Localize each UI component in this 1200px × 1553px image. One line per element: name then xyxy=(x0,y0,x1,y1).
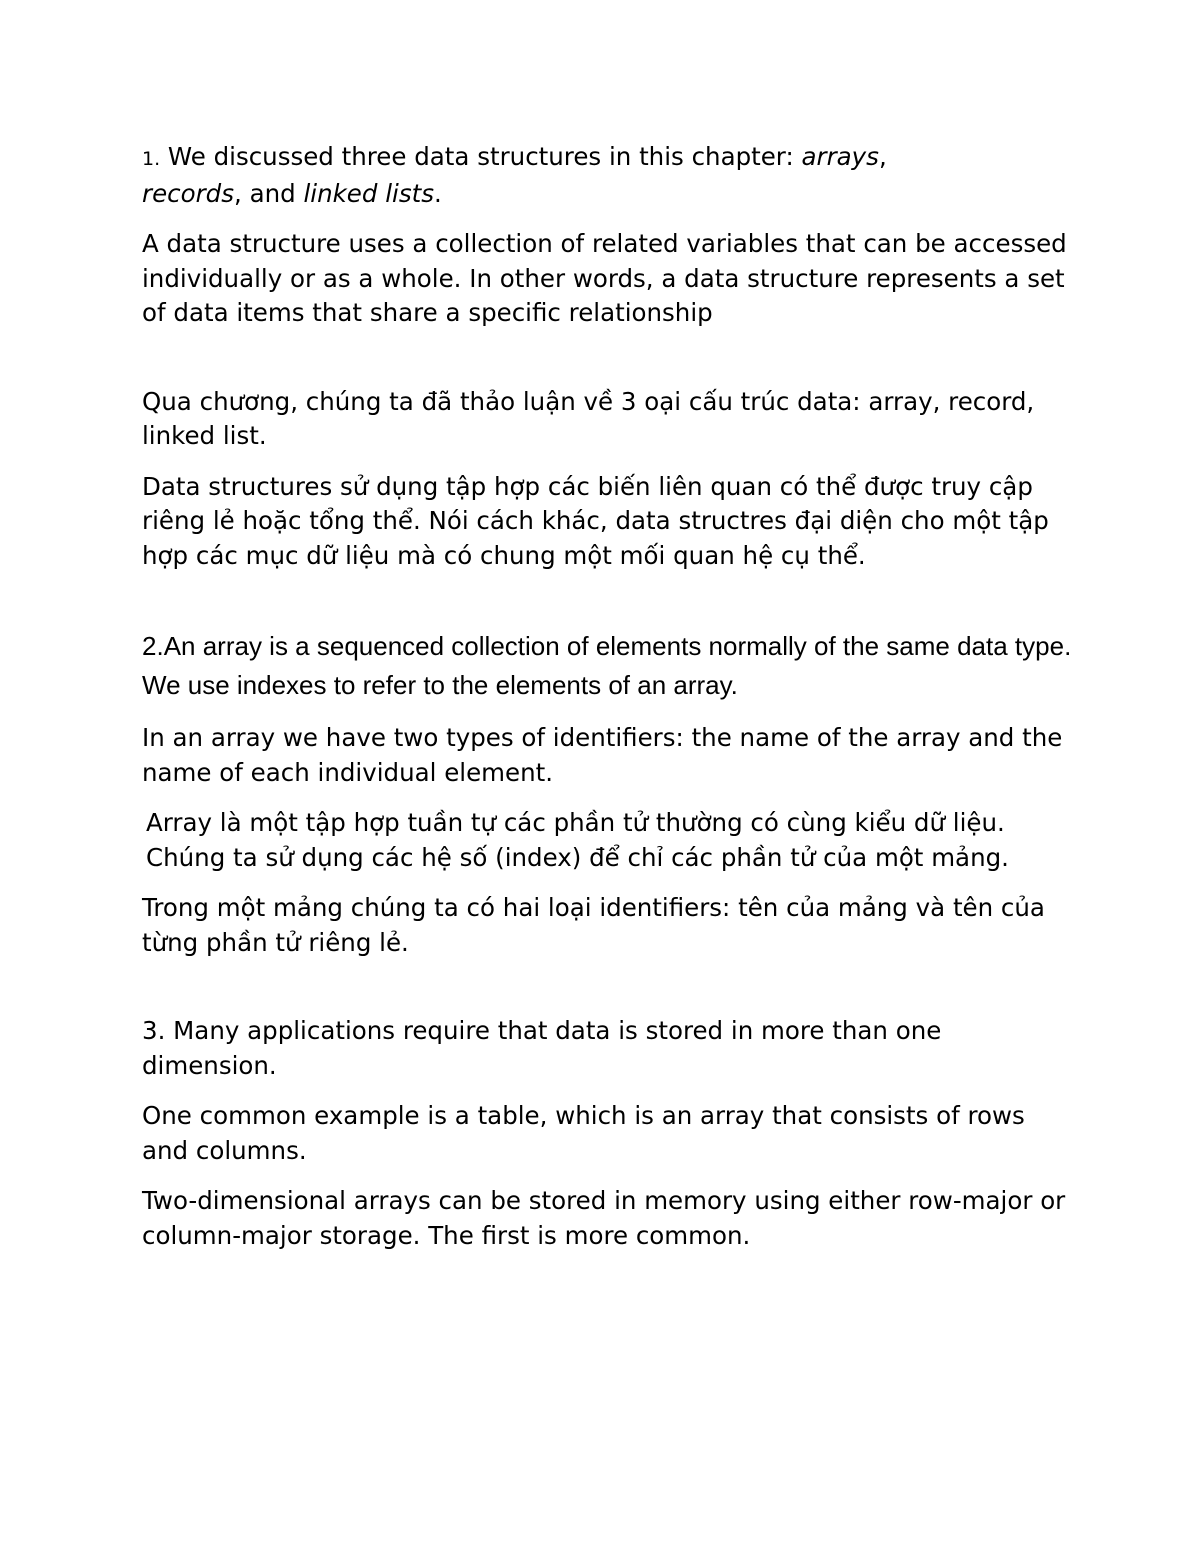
q3-intro: 3. Many applications require that data is stored in more than one dimension. xyxy=(142,1016,942,1080)
q1-term-records: records xyxy=(142,178,234,208)
q2-number: 2. xyxy=(142,631,164,661)
q3-storage: Two-dimensional arrays can be stored in memory using either row-major or column-major storage. The first is more common. xyxy=(142,1186,1066,1250)
q1-definition-vi: Data structures sử dụng tập hợp các biến liên quan có thể được truy cập riêng lẻ hoặc tổng thể. Nói cách khác, data structres đại diện cho một tập hợp các mục dữ liệu mà có chung một mối quan hệ cụ thể. xyxy=(142,471,1049,570)
q2-array-definition-en xyxy=(142,627,1072,705)
q1-term-linked-lists: linked lists xyxy=(303,178,434,208)
q3-table-example: One common example is a table, which is an array that consists of rows and columns. xyxy=(142,1101,1025,1165)
q1-period: . xyxy=(433,178,442,208)
q1-term-arrays: arrays xyxy=(801,142,879,171)
q1-intro-start: We discussed three data structures in this chapter: xyxy=(160,142,802,171)
q1-intro-vi: Qua chương, chúng ta đã thảo luận về 3 oại cấu trúc data: array, record, linked list. xyxy=(142,386,1035,450)
q1-comma: , xyxy=(878,142,887,171)
q1-number: 1. xyxy=(142,148,161,170)
q1-heading xyxy=(142,140,1072,211)
q2-identifiers-vi: Trong một mảng chúng ta có hai loại identifiers: tên của mảng và tên của từng phần tử riêng lẻ. xyxy=(142,893,1045,957)
q2-array-definition-vi: Array là một tập hợp tuần tự các phần tử thường có cùng kiểu dữ liệu. Chúng ta sử dụng các hệ số (index) để chỉ các phần tử của một mảng. xyxy=(146,808,1009,872)
q2-array-definition-text: An array is a sequenced collection of elements normally of the same data type. We use indexes to refer to the elements of an array. xyxy=(142,631,1072,700)
q1-and: , and xyxy=(234,178,304,208)
q1-definition-en: A data structure uses a collection of related variables that can be accessed individually or as a whole. In other words, a data structure represents a set of data items that share a specific relationship xyxy=(142,229,1067,327)
q2-identifiers-en: In an array we have two types of identifiers: the name of the array and the name of each individual element. xyxy=(142,723,1063,787)
document-page xyxy=(142,140,1072,1269)
